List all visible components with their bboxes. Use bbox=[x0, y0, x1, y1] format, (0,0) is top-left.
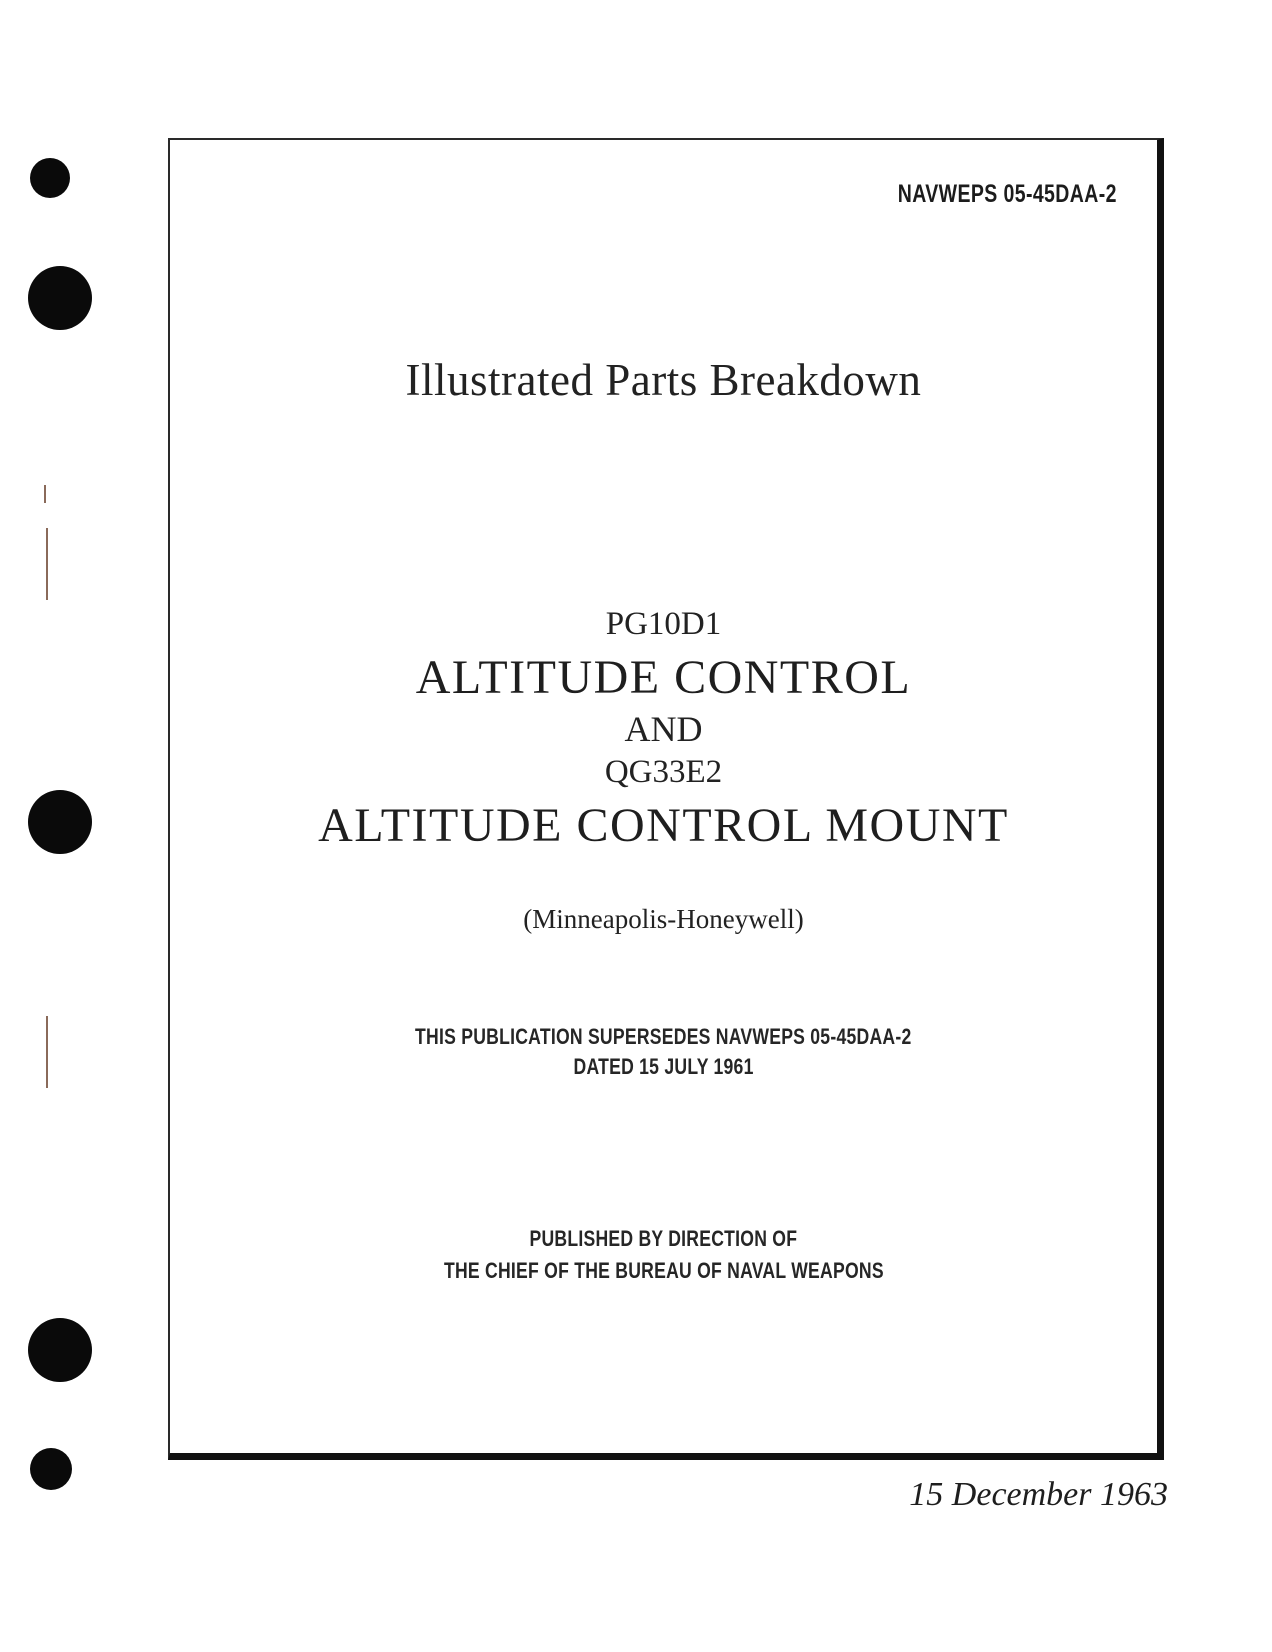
authority-line-2: THE CHIEF OF THE BUREAU OF NAVAL WEAPONS bbox=[443, 1258, 884, 1283]
model-number-secondary: QG33E2 bbox=[604, 754, 723, 790]
supersedes-date bbox=[170, 1054, 1157, 1080]
model-number-primary: PG10D1 bbox=[605, 606, 722, 642]
supersedes-line-1: THIS PUBLICATION SUPERSEDES NAVWEPS 05-45DAA-2 bbox=[415, 1024, 912, 1049]
document-title: Illustrated Parts Breakdown bbox=[405, 355, 922, 405]
punch-hole bbox=[28, 266, 92, 330]
manufacturer: (Minneapolis-Honeywell) bbox=[523, 904, 804, 934]
authority-bureau bbox=[170, 1258, 1157, 1284]
equipment-name-primary: ALTITUDE CONTROL bbox=[415, 651, 912, 704]
publication-date: 15 December 1963 bbox=[909, 1476, 1168, 1513]
punch-hole bbox=[30, 158, 70, 198]
margin-mark bbox=[46, 528, 48, 600]
supersedes-notice bbox=[170, 1024, 1157, 1050]
authority-line-1: PUBLISHED BY DIRECTION OF bbox=[529, 1226, 798, 1251]
document-number: NAVWEPS 05-45DAA-2 bbox=[897, 180, 1117, 208]
punch-hole bbox=[30, 1448, 72, 1490]
authority-statement bbox=[170, 1226, 1157, 1252]
punch-hole bbox=[28, 790, 92, 854]
title-conjunction: AND bbox=[624, 709, 703, 749]
supersedes-line-2: DATED 15 JULY 1961 bbox=[573, 1054, 754, 1079]
equipment-name-secondary: ALTITUDE CONTROL MOUNT bbox=[318, 799, 1009, 852]
margin-mark bbox=[46, 1016, 48, 1088]
page-frame bbox=[168, 138, 1164, 1460]
margin-mark bbox=[44, 485, 46, 503]
punch-hole bbox=[28, 1318, 92, 1382]
